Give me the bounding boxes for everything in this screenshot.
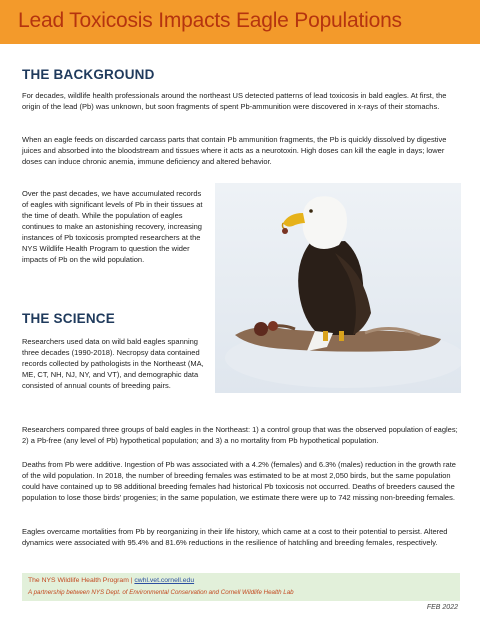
footer-program-line [28,577,194,584]
title-bar [0,0,480,44]
footer-program: The NYS Wildlife Health Program | [28,577,133,584]
science-paragraph-2: Researchers compared three groups of bald eagles in the Northeast: 1) a control group that was the observed population of eagles; 2) a Pb-free (any level of Pb) hypothetical population; and 3) a no mortality from Pb hypothetical population. [22,425,458,445]
eagle-photo [215,183,461,393]
science-paragraph-3: Deaths from Pb were additive. Ingestion of Pb was associated with a 4.2% (females) and 6.3% (males) reduction in the growth rate of the wild population. In 2018, the number of breeding females was estimated to be at most 2,050 birds, but the same population could have contained up to 98 additional breeding females had historical Pb toxicosis not occurred. Deaths of breeders caused the population to lose those birds' progenies; in the same population, we estimate there were up to 742 missing non-breeding females. [22,460,456,502]
science-heading: THE SCIENCE [22,311,115,326]
page-title: Lead Toxicosis Impacts Eagle Populations [18,9,402,32]
background-paragraph-3: Over the past decades, we have accumulated records of eagles with significant levels of Pb in their tissues at the time of death. While the population of eagles continues to make an astonishing recovery, increasing instances of Pb toxicosis prompted researchers at the NYS Wildlife Health Program to question the wider impacts of Pb on the wild population. [22,189,203,264]
background-paragraph-2: When an eagle feeds on discarded carcass parts that contain Pb ammunition fragments, the Pb is quickly dissolved by digestive juices and absorbed into the bloodstream and tissues where it acts as a neurotoxin. High doses can kill the eagle in days; lower doses can induce chronic anemia, immune deficiency and altered behavior. [22,135,447,166]
science-paragraph-1: Researchers used data on wild bald eagles spanning three decades (1990-2018). Necropsy data contained records collected by pathologists in the Northeast (MA, ME, CT, NH, NJ, NY, and VT), and demographic data consisted of annual counts of breeding pairs. [22,337,204,390]
science-paragraph-4: Eagles overcame mortalities from Pb by reorganizing in their life history, which came at a cost to their potential to persist. Altered dynamics were associated with 95.4% and 81.6% reductions in the resilience of hatchling and breeding females, respectively. [22,527,448,547]
footer-partnership: A partnership between NYS Dept. of Environmental Conservation and Cornell Wildlife Health Lab [28,589,294,596]
footer-website-link[interactable]: cwhl.vet.cornell.edu [134,577,195,584]
background-heading: THE BACKGROUND [22,67,155,82]
background-paragraph-1: For decades, wildlife health professionals around the northeast US detected patterns of lead toxicosis in bald eagles. At first, the origin of the lead (Pb) was unknown, but soon fragments of spent Pb-ammunition were discovered in x-rays of their stomachs. [22,91,447,111]
footer-bar [22,573,460,601]
publication-date: FEB 2022 [426,604,458,611]
